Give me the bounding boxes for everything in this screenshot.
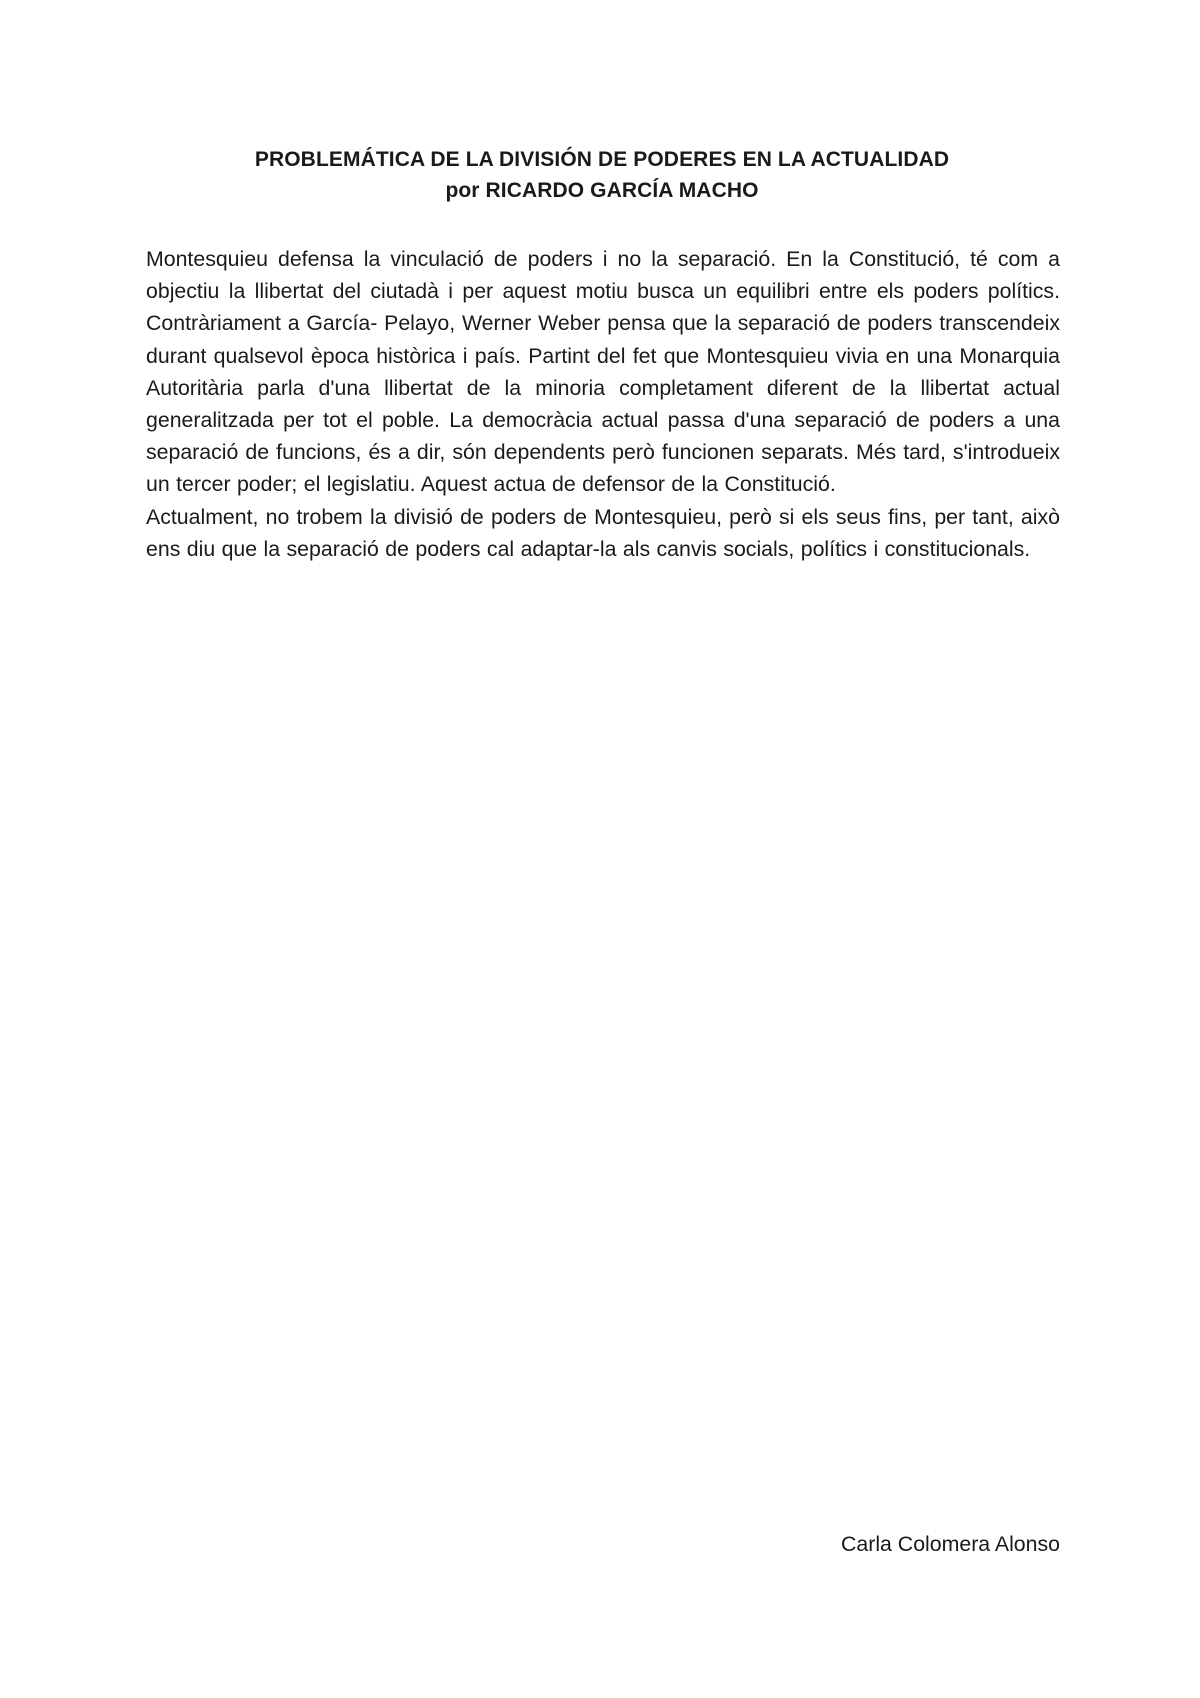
body-paragraph: Montesquieu defensa la vinculació de poders i no la separació. En la Constitució, té com a objectiu la llibertat del ciutadà i per aquest motiu busca un equilibri entre els poders polítics. Contràriament a García- Pelayo, Werner Weber pensa que la separació de poders transcendeix durant qualsevol època històrica i país. Partint del fet que Montesquieu vivia en una Monarquia Autoritària parla d'una llibertat de la minoria completament diferent de la llibertat actual generalitzada per tot el poble. La democràcia actual passa d'una separació de poders a una separació de funcions, és a dir, són dependents però funcionen separats. Més tard, s'introdueix un tercer poder; el legislatiu. Aquest actua de defensor de la Constitució. — [146, 247, 1060, 497]
document-subtitle: por RICARDO GARCÍA MACHO — [445, 179, 759, 202]
body-paragraph: Actualment, no trobem la divisió de poders de Montesquieu, però si els seus fins, per tant, això ens diu que la separació de poders cal adaptar-la als canvis socials, polítics i constitucionals. — [146, 504, 1060, 561]
author-signature: Carla Colomera Alonso — [841, 1532, 1060, 1556]
document-title: PROBLEMÁTICA DE LA DIVISIÓN DE PODERES EN LA ACTUALIDAD — [254, 148, 950, 171]
document-header — [146, 144, 1058, 206]
document-body — [146, 243, 1060, 565]
